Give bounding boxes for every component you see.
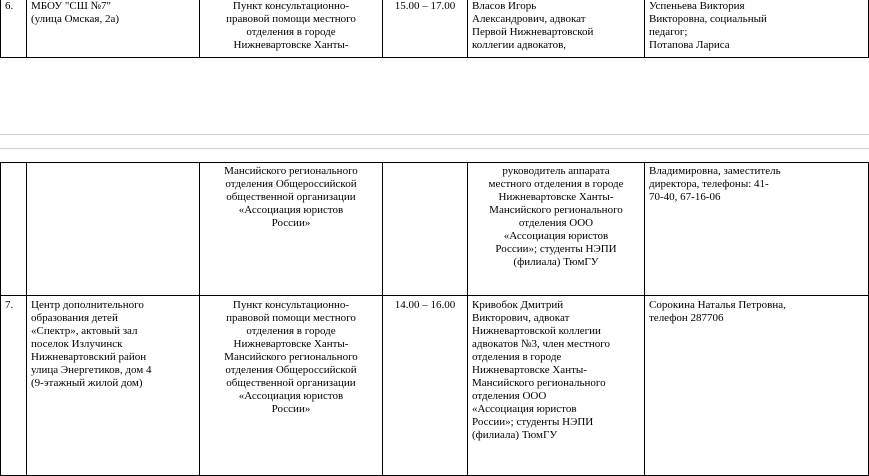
service-point-cell: Пункт консультационно- правовой помощи местного отделения в городе Нижневартовске Ханты- Мансийского регионального отделения Общероссийской общественной организации «Ассоциация юристов России» — [200, 296, 383, 476]
page-break-line — [0, 134, 869, 135]
row-number — [1, 163, 27, 296]
schedule-table-bottom — [0, 162, 869, 476]
service-point-cell: Мансийского регионального отделения Общероссийской общественной организации «Ассоциация юристов России» — [200, 163, 383, 296]
page-break-line — [0, 148, 869, 149]
contact-cell: Владимировна, заместитель директора, телефоны: 41- 70-40, 67-16-06 — [645, 163, 869, 296]
table-row-7 — [1, 296, 869, 476]
time-cell — [383, 163, 468, 296]
table-row-6 — [1, 0, 869, 58]
time-cell: 15.00 – 17.00 — [383, 0, 468, 58]
page-fragment-top — [0, 0, 869, 62]
venue-cell: МБОУ "СШ №7" (улица Омская, 2а) — [27, 0, 200, 58]
time-cell: 14.00 – 16.00 — [383, 296, 468, 476]
service-point-cell: Пункт консультационно- правовой помощи местного отделения в городе Нижневартовске Ханты- — [200, 0, 383, 58]
row-number: 7. — [1, 296, 27, 476]
venue-cell — [27, 163, 200, 296]
row-number: 6. — [1, 0, 27, 58]
venue-cell: Центр дополнительного образования детей «Спектр», актовый зал поселок Излучинск Нижневартовский район улица Энергетиков, дом 4 (9-этажный жилой дом) — [27, 296, 200, 476]
lawyer-cell: руководитель аппарата местного отделения в городе Нижневартовске Ханты- Мансийского регионального отделения ООО «Ассоциация юристов России»; студенты НЭПИ (филиала) ТюмГУ — [468, 163, 645, 296]
lawyer-cell: Кривобок Дмитрий Викторович, адвокат Нижневартовской коллегии адвокатов №3, член местного отделения в городе Нижневартовске Ханты- Мансийского регионального отделения ООО «Ассоциация юристов России»; студенты НЭПИ (филиала) ТюмГУ — [468, 296, 645, 476]
schedule-table-top — [0, 0, 869, 58]
table-row-6-continued — [1, 163, 869, 296]
contact-cell: Сорокина Наталья Петровна, телефон 287706 — [645, 296, 869, 476]
page-fragment-bottom — [0, 162, 869, 476]
lawyer-cell: Власов Игорь Александрович, адвокат Первой Нижневартовской коллегии адвокатов, — [468, 0, 645, 58]
contact-cell: Успеньева Виктория Викторовна, социальный педагог; Потапова Лариса — [645, 0, 869, 58]
page-break — [0, 62, 869, 162]
